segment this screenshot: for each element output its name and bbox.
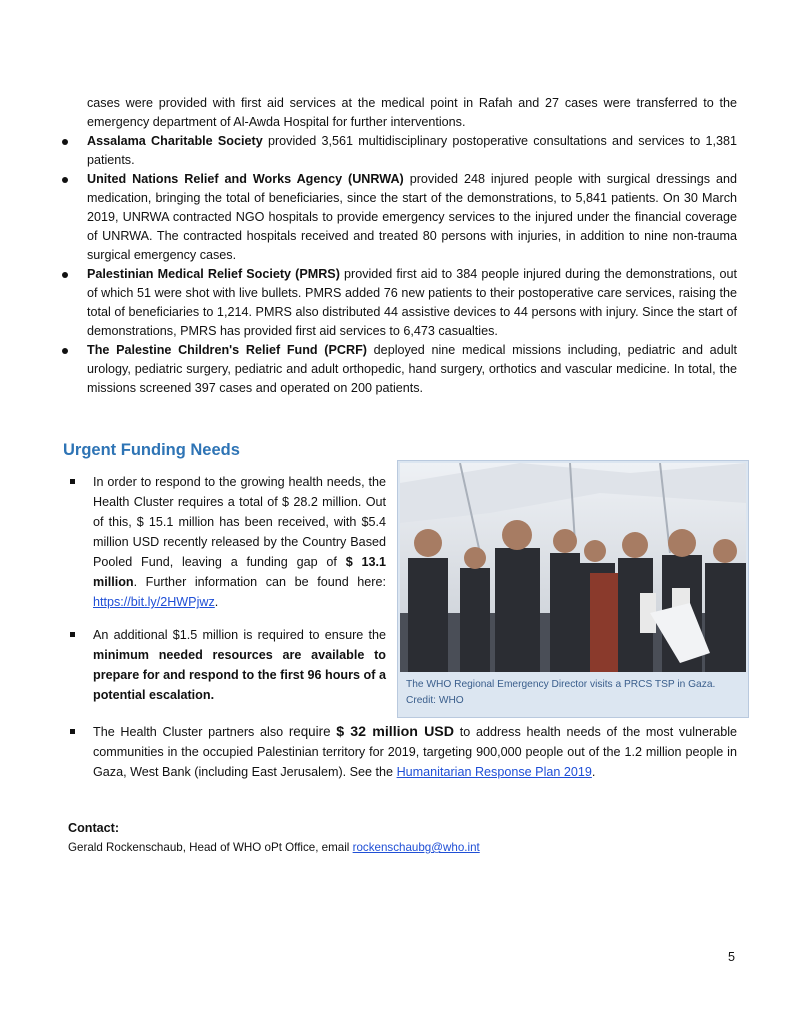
page-number: 5 [728, 950, 736, 964]
bullet-text: deployed nine medical missions including, pediatric and adult urology, pediatric surgery, pediatric and adult orthopedic, hand surgery, orthotics and vascular medicine. In total, the missions screened 397 cases and operated on 200 patients. [87, 343, 737, 395]
funding-list-continued [68, 722, 737, 782]
section-title-urgent-funding: Urgent Funding Needs [63, 441, 240, 459]
partner-bullet-list [58, 132, 737, 398]
list-item [68, 472, 386, 612]
funding-text-detail: to address health needs of the most vulnerable communities in the occupied Palestinian territory for 2019, targeting 900,000 people out of the 1.2 million people in Gaza, West Bank (including East Jerusalem). See the [93, 725, 738, 779]
square-bullet-icon [70, 729, 75, 734]
funding-text: In order to respond to the growing health needs, the Health Cluster requires a total of $ 28.2 million. Out of this, $ 15.1 million has been received, with $5.4 million USD recently released by the Country Based Pooled Fund, leaving a funding gap of [93, 475, 386, 569]
hrp-amount: $ 32 million USD [336, 724, 455, 740]
photo-figure [397, 460, 749, 718]
org-name: The Palestine Children's Relief Fund (PCRF) [87, 343, 367, 357]
list-item [68, 722, 737, 782]
funding-info-link[interactable]: https://bit.ly/2HWPjwz [93, 595, 215, 609]
bullet-icon [62, 348, 68, 354]
bullet-icon [62, 177, 68, 183]
org-name: Assalama Charitable Society [87, 134, 263, 148]
bullet-text: provided first aid to 384 people injured during the demonstrations, out of which 51 were shot with live bullets. PMRS added 76 new patients to their postoperative care services, raising the total of beneficiaries to 1,214. PMRS also distributed 44 assistive devices to 44 persons with injury. Since the start of demonstrations, PMRS has provided first aid services to 6,473 casualties. [87, 267, 738, 338]
require-word: require [288, 724, 331, 739]
org-name: Palestinian Medical Relief Society (PMRS) [87, 267, 340, 281]
list-item [58, 170, 737, 265]
contact-heading: Contact: [68, 821, 120, 835]
square-bullet-icon [70, 479, 75, 484]
photo-who-visit [400, 463, 746, 672]
hrp-link[interactable]: Humanitarian Response Plan 2019 [396, 765, 592, 779]
org-name: United Nations Relief and Works Agency (UNRWA) [87, 172, 404, 186]
funding-text: The Health Cluster partners also [93, 725, 289, 739]
list-item [58, 341, 737, 398]
bullet-icon [62, 139, 68, 145]
photo-caption: The WHO Regional Emergency Director visits a PRCS TSP in Gaza. Credit: WHO [406, 679, 716, 706]
funding-text: An additional $1.5 million is required to ensure the [93, 628, 386, 642]
list-item [58, 265, 737, 341]
contact-text: Gerald Rockenschaub, Head of WHO oPt Office, email [68, 841, 353, 854]
contact-line [68, 841, 480, 854]
intro-continuation: cases were provided with first aid services at the medical point in Rafah and 27 cases were transferred to the emergency department of Al-Awda Hospital for further interventions. [87, 96, 737, 129]
funding-text-end: . [591, 765, 596, 779]
bullet-text: provided 3,561 multidisciplinary postoperative consultations and services to 1,381 patients. [87, 134, 737, 167]
funding-gap-amount: $ 13.1 million [93, 555, 387, 589]
bullet-icon [62, 272, 68, 278]
contact-email-link[interactable]: rockenschaubg@who.int [352, 841, 480, 854]
funding-text-after: . Further information can be found here: [133, 575, 386, 589]
funding-text-end: . [214, 595, 219, 609]
list-item [58, 132, 737, 170]
funding-list [68, 472, 386, 718]
bullet-text: provided 248 injured people with surgical dressings and medication, bringing the total of beneficiaries, since the start of the demonstrations, to 5,841 patients. On 30 March 2019, UNRWA contracted NGO hospitals to provide emergency services to the injured under the financial coverage of UNRWA. The contracted hospitals received and treated 80 persons with injuries, in addition to nine non-trauma surgical emergency cases. [87, 172, 738, 262]
list-item [68, 625, 386, 705]
escalation-emphasis: minimum needed resources are available to prepare for and respond to the first 96 hours of a potential escalation. [93, 648, 386, 702]
square-bullet-icon [70, 632, 75, 637]
